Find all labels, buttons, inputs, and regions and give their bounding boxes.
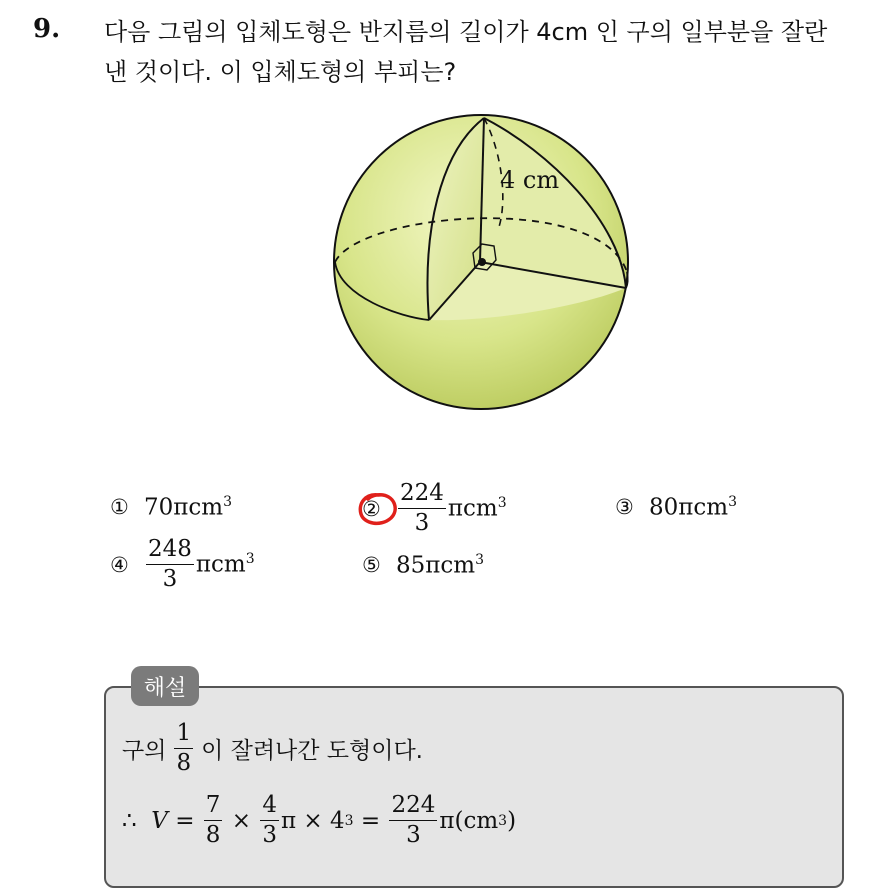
choice-2[interactable]: [362, 482, 507, 535]
solution-fraction-4-3: $\frac{4}{3}$: [262, 792, 277, 848]
question-line-1: 다음 그림의 입체도형은 반지름의 길이가 4cm 인 구의 일부분을 잘란: [104, 18, 828, 46]
solution-tab: 해설: [131, 666, 199, 706]
question-text: [104, 12, 874, 92]
question-line-2: 낸 것이다. 이 입체도형의 부피는?: [104, 58, 457, 86]
sphere-svg: [330, 112, 636, 412]
choice-1-number: ①: [110, 495, 129, 520]
selected-answer-mark-icon: [355, 490, 401, 530]
solution-line-2: ∴ V = $\frac{7}{8}$ × $\frac{4}{3}$ π × 4 3 = $\frac{224}{3}$ π(cm 3 ): [122, 792, 517, 848]
choice-2-fraction: $\frac{224}{3}$: [400, 480, 444, 536]
choice-5-number: ⑤: [362, 553, 381, 578]
solution-fraction-224-3: $\frac{224}{3}$: [391, 792, 436, 848]
choice-5[interactable]: [362, 552, 484, 579]
choice-3[interactable]: [615, 494, 737, 521]
solution-fraction-1-8: $\frac{1}{8}$: [176, 720, 192, 776]
choice-1[interactable]: [110, 494, 232, 521]
choice-2-unit: πcm$^3$: [447, 495, 507, 522]
choice-4-number: ④: [110, 552, 129, 577]
choice-4-unit: πcm$^3$: [195, 551, 255, 578]
choice-4-fraction: $\frac{248}{3}$: [148, 536, 192, 592]
sphere-figure: [330, 112, 636, 412]
center-point: [478, 258, 486, 266]
choice-5-value: 85πcm$^3$: [396, 552, 485, 579]
solution-fraction-7-8: $\frac{7}{8}$: [205, 792, 221, 848]
question-number: 9.: [33, 14, 61, 44]
radius-label: 4 cm: [500, 166, 560, 194]
choice-3-value: 80πcm$^3$: [649, 494, 738, 521]
solution-box: [104, 686, 844, 888]
choice-3-number: ③: [615, 495, 634, 520]
solution-line-1: 구의 $\frac{1}{8}$ 이 잘려나간 도형이다.: [122, 720, 423, 776]
choice-1-value: 70πcm$^3$: [144, 494, 233, 521]
choice-2-number: ②: [362, 496, 381, 521]
choice-4[interactable]: [110, 538, 255, 591]
